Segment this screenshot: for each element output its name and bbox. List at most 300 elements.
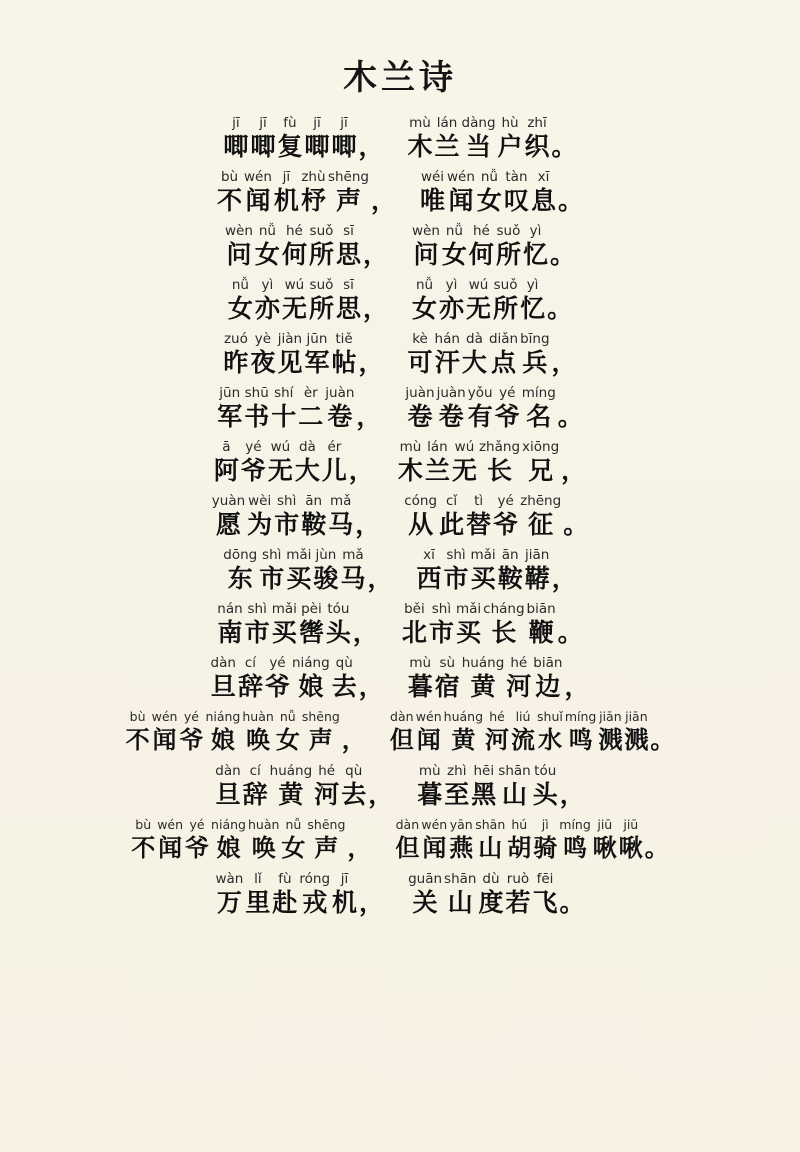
hanzi: 河 — [506, 672, 532, 701]
character-unit — [397, 439, 424, 486]
character-unit — [536, 709, 564, 756]
pinyin: jūn — [219, 385, 241, 401]
pinyin: suǒ — [309, 223, 334, 239]
punctuation: ， — [367, 564, 393, 593]
hanzi: 二 — [298, 402, 324, 431]
hanzi: 所 — [493, 294, 519, 323]
hanzi: 市 — [443, 564, 469, 593]
character-unit — [281, 223, 308, 270]
hanzi: 旦 — [215, 780, 241, 809]
character-unit — [291, 655, 331, 702]
hanzi: 点 — [491, 348, 517, 377]
character-unit — [331, 871, 358, 918]
pinyin: cí — [244, 655, 257, 671]
pinyin: wén — [151, 709, 178, 724]
character-unit — [300, 169, 327, 216]
pinyin: mù — [409, 115, 431, 131]
hanzi: 唤 — [246, 726, 271, 754]
character-unit — [503, 169, 530, 216]
character-unit — [492, 493, 519, 540]
character-unit — [241, 709, 274, 756]
pinyin: wén — [244, 169, 272, 185]
hanzi: 啾 — [592, 834, 617, 862]
hanzi: 辞 — [242, 780, 268, 809]
pinyin: wèn — [412, 223, 440, 239]
punctuation-unit — [367, 763, 394, 810]
hanzi: 卷 — [327, 402, 353, 431]
pinyin: nǚ — [258, 223, 276, 239]
poem-line — [216, 385, 584, 432]
pinyin: dàn — [215, 763, 241, 779]
character-unit — [281, 277, 308, 324]
character-unit — [436, 385, 467, 432]
hanzi: 闻 — [152, 726, 177, 754]
pinyin: sī — [343, 277, 354, 293]
character-unit — [222, 331, 249, 378]
pinyin: huàn — [247, 817, 280, 832]
hanzi: 帖 — [331, 348, 357, 377]
pinyin: jī — [259, 115, 267, 131]
poem-line — [227, 277, 573, 324]
punctuation-unit — [551, 115, 578, 162]
character-unit — [214, 763, 241, 810]
hanzi: 问 — [226, 240, 252, 269]
punctuation: ， — [362, 294, 388, 323]
pinyin: shí — [274, 385, 294, 401]
character-unit — [470, 763, 497, 810]
hanzi: 思 — [335, 240, 361, 269]
character-unit — [267, 439, 294, 486]
hanzi: 爷 — [179, 726, 204, 754]
hanzi: 娘 — [210, 726, 235, 754]
character-unit — [294, 439, 321, 486]
hanzi: 头 — [532, 780, 558, 809]
character-unit — [340, 763, 367, 810]
character-unit — [407, 655, 434, 702]
hanzi: 啾 — [618, 834, 643, 862]
hanzi: 木 — [407, 132, 433, 161]
pinyin: zhǎng — [478, 439, 521, 455]
hanzi: 市 — [259, 564, 285, 593]
punctuation-unit — [557, 385, 584, 432]
hanzi: 西 — [416, 564, 442, 593]
hanzi: 不 — [125, 726, 150, 754]
hanzi: 东 — [227, 564, 253, 593]
hanzi: 忆 — [520, 294, 546, 323]
character-unit — [434, 655, 461, 702]
pinyin: diǎn — [488, 331, 519, 347]
pinyin: zhì — [447, 763, 467, 779]
hanzi: 无 — [451, 456, 477, 485]
punctuation: 。 — [551, 132, 577, 161]
hanzi: 书 — [244, 402, 270, 431]
pinyin: fù — [278, 871, 292, 887]
hanzi: 唯 — [420, 186, 446, 215]
hanzi: 爷 — [240, 456, 266, 485]
hanzi: 闻 — [416, 726, 441, 754]
punctuation-unit — [362, 277, 389, 324]
punctuation: ， — [561, 456, 587, 485]
pinyin: jī — [340, 871, 349, 887]
hanzi: 征 — [528, 510, 554, 539]
character-unit — [434, 331, 461, 378]
pinyin: dàng — [461, 115, 496, 131]
punctuation: ， — [356, 402, 382, 431]
character-unit — [184, 817, 210, 864]
character-unit — [303, 115, 330, 162]
punctuation: ， — [370, 186, 396, 215]
pinyin: hé — [318, 763, 336, 779]
pinyin: shì — [262, 547, 282, 563]
poem-clause — [216, 601, 379, 648]
hanzi: 唧 — [223, 132, 249, 161]
punctuation: ， — [362, 240, 388, 269]
character-unit — [428, 601, 455, 648]
pinyin: jī — [313, 115, 321, 131]
pinyin: yì — [529, 223, 542, 239]
hanzi: 可 — [407, 348, 433, 377]
pinyin: shēng — [327, 169, 369, 185]
poem-clause — [407, 871, 585, 918]
character-unit — [564, 709, 598, 756]
character-unit — [522, 223, 549, 270]
character-unit — [497, 763, 531, 810]
punctuation: 。 — [644, 834, 669, 862]
pinyin: sī — [343, 223, 354, 239]
pinyin: jì — [541, 817, 549, 832]
hanzi: 山 — [447, 888, 473, 917]
character-unit — [497, 547, 524, 594]
character-unit — [618, 817, 644, 864]
poem-line — [216, 169, 584, 216]
pinyin: dà — [298, 439, 316, 455]
pinyin: mù — [399, 439, 422, 455]
hanzi: 无 — [267, 456, 293, 485]
character-unit — [477, 871, 504, 918]
pinyin: yì — [261, 277, 274, 293]
hanzi: 叹 — [503, 186, 529, 215]
pinyin: jiàn — [277, 331, 303, 347]
hanzi: 爷 — [185, 834, 210, 862]
character-unit — [216, 385, 243, 432]
hanzi: 市 — [244, 618, 270, 647]
hanzi: 唤 — [251, 834, 276, 862]
pinyin: mǎ — [342, 547, 364, 563]
character-unit — [243, 169, 273, 216]
character-unit — [446, 169, 476, 216]
pinyin: jiān — [525, 547, 550, 563]
hanzi: 戎 — [302, 888, 328, 917]
punctuation-unit — [346, 817, 372, 864]
hanzi: 暮 — [407, 672, 433, 701]
pinyin: bīng — [520, 331, 550, 347]
character-unit — [465, 277, 492, 324]
hanzi: 声 — [308, 726, 333, 754]
hanzi: 十 — [271, 402, 297, 431]
hanzi: 亦 — [439, 294, 465, 323]
hanzi: 女 — [476, 186, 502, 215]
pinyin: wèn — [225, 223, 253, 239]
punctuation-unit — [557, 601, 584, 648]
character-unit — [461, 115, 497, 162]
hanzi: 有 — [467, 402, 493, 431]
pinyin: jī — [232, 115, 240, 131]
character-unit — [312, 547, 339, 594]
character-unit — [526, 601, 557, 648]
character-unit — [482, 601, 525, 648]
character-unit — [321, 439, 348, 486]
character-unit — [474, 817, 506, 864]
pinyin: suǒ — [309, 277, 334, 293]
pinyin: shān — [498, 763, 531, 779]
character-unit — [484, 709, 510, 756]
hanzi: 唧 — [331, 132, 357, 161]
pinyin: shū — [244, 385, 269, 401]
character-unit — [331, 655, 358, 702]
character-unit — [210, 817, 247, 864]
pinyin: shì — [247, 601, 267, 617]
hanzi: 织 — [524, 132, 550, 161]
pinyin: hé — [510, 655, 528, 671]
punctuation-unit — [551, 331, 578, 378]
poem-line — [222, 115, 577, 162]
character-unit — [130, 817, 156, 864]
pinyin: ér — [327, 439, 342, 455]
character-unit — [178, 709, 204, 756]
hanzi: 所 — [308, 294, 334, 323]
pinyin: zuó — [223, 331, 248, 347]
pinyin: mǎi — [455, 601, 482, 617]
punctuation-unit — [644, 817, 670, 864]
pinyin: shuǐ — [537, 709, 563, 724]
character-unit — [530, 169, 557, 216]
hanzi: 不 — [131, 834, 156, 862]
character-unit — [258, 547, 285, 594]
poem-clause — [404, 385, 583, 432]
hanzi: 黄 — [278, 780, 304, 809]
hanzi: 飞 — [532, 888, 558, 917]
hanzi: 无 — [281, 294, 307, 323]
poem-clause — [403, 493, 589, 540]
pinyin: nǚ — [279, 709, 296, 724]
hanzi: 儿 — [321, 456, 347, 485]
hanzi: 买 — [456, 618, 482, 647]
pinyin: wèi — [248, 493, 272, 509]
character-unit — [461, 655, 506, 702]
hanzi: 溅 — [598, 726, 623, 754]
character-unit — [415, 709, 443, 756]
character-unit — [273, 169, 300, 216]
character-unit — [443, 871, 477, 918]
poem-line — [214, 871, 585, 918]
character-unit — [269, 763, 314, 810]
hanzi: 骑 — [533, 834, 558, 862]
hanzi: 暮 — [417, 780, 443, 809]
hanzi: 南 — [217, 618, 243, 647]
punctuation: ， — [358, 348, 384, 377]
punctuation-unit — [559, 871, 586, 918]
hanzi: 唧 — [304, 132, 330, 161]
hanzi: 昨 — [223, 348, 249, 377]
punctuation-unit — [352, 601, 379, 648]
pinyin: huáng — [269, 763, 313, 779]
character-unit — [441, 223, 468, 270]
character-unit — [592, 817, 618, 864]
pinyin: lán — [436, 115, 458, 131]
character-unit — [434, 115, 461, 162]
character-unit — [249, 331, 276, 378]
hanzi: 户 — [497, 132, 523, 161]
pinyin: hé — [472, 223, 490, 239]
pinyin: míng — [521, 385, 556, 401]
pinyin: cí — [249, 763, 261, 779]
character-unit — [156, 817, 184, 864]
character-unit — [335, 223, 362, 270]
pinyin: juàn — [405, 385, 435, 401]
hanzi: 声 — [314, 834, 339, 862]
pinyin: ān — [501, 547, 519, 563]
hanzi: 买 — [271, 618, 297, 647]
pinyin: míng — [564, 709, 597, 724]
character-unit — [303, 331, 330, 378]
character-unit — [306, 817, 346, 864]
pinyin: juàn — [436, 385, 466, 401]
character-unit — [505, 655, 532, 702]
character-unit — [401, 601, 428, 648]
punctuation: ， — [358, 132, 384, 161]
hanzi: 度 — [478, 888, 504, 917]
hanzi: 买 — [286, 564, 312, 593]
pinyin: yè — [254, 331, 272, 347]
character-unit — [455, 601, 482, 648]
pinyin: huáng — [443, 709, 484, 724]
hanzi: 声 — [335, 186, 361, 215]
punctuation: 。 — [557, 186, 583, 215]
character-unit — [280, 817, 306, 864]
pinyin: wén — [447, 169, 475, 185]
pinyin: guān — [408, 871, 443, 887]
hanzi: 亦 — [254, 294, 280, 323]
hanzi: 赴 — [272, 888, 298, 917]
poem-clause — [411, 277, 573, 324]
hanzi: 鞍 — [497, 564, 523, 593]
pinyin: jiū — [597, 817, 613, 832]
hanzi: 汗 — [434, 348, 460, 377]
pinyin: yé — [245, 439, 262, 455]
character-unit — [438, 493, 465, 540]
poem-line — [210, 655, 591, 702]
pinyin: yān — [449, 817, 473, 832]
poem-clause — [415, 547, 577, 594]
character-unit — [211, 493, 246, 540]
pinyin: suǒ — [493, 277, 518, 293]
punctuation: ， — [341, 726, 366, 754]
pinyin: niáng — [205, 709, 241, 724]
character-unit — [411, 277, 438, 324]
pinyin: biān — [533, 655, 563, 671]
hanzi: 无 — [466, 294, 492, 323]
punctuation: ， — [355, 510, 381, 539]
hanzi: 黄 — [470, 672, 496, 701]
hanzi: 女 — [254, 240, 280, 269]
character-unit — [249, 115, 276, 162]
character-unit — [330, 331, 357, 378]
poem-clause — [213, 439, 375, 486]
hanzi: 女 — [412, 294, 438, 323]
pinyin: yé — [497, 493, 514, 509]
hanzi: 马 — [328, 510, 354, 539]
hanzi: 闻 — [158, 834, 183, 862]
hanzi: 为 — [247, 510, 273, 539]
pinyin: wén — [157, 817, 184, 832]
hanzi: 问 — [413, 240, 439, 269]
hanzi: 马 — [340, 564, 366, 593]
character-unit — [246, 493, 273, 540]
character-unit — [271, 601, 298, 648]
hanzi: 去 — [331, 672, 357, 701]
character-unit — [416, 763, 443, 810]
punctuation-unit — [560, 439, 587, 486]
hanzi: 闻 — [245, 186, 271, 215]
pinyin: niáng — [211, 817, 246, 832]
character-unit — [465, 493, 492, 540]
punctuation-unit — [358, 331, 385, 378]
hanzi: 女 — [275, 726, 300, 754]
pinyin: shēng — [307, 817, 346, 832]
pinyin: hù — [501, 115, 519, 131]
poem-clause — [419, 169, 584, 216]
pinyin: yì — [526, 277, 539, 293]
poem-clause — [401, 601, 584, 648]
character-unit — [597, 709, 623, 756]
punctuation: ， — [559, 780, 585, 809]
character-unit — [424, 439, 451, 486]
poem-line — [211, 493, 589, 540]
punctuation-unit — [562, 493, 589, 540]
pinyin: nǚ — [445, 223, 463, 239]
poem-clause — [125, 709, 367, 756]
poem-clause — [397, 439, 587, 486]
poem-line — [130, 817, 670, 864]
hanzi: 替 — [466, 510, 492, 539]
hanzi: 爷 — [493, 510, 519, 539]
pinyin: wú — [468, 277, 489, 293]
hanzi: 唧 — [250, 132, 276, 161]
poem-clause — [389, 709, 676, 756]
hanzi: 但 — [395, 834, 420, 862]
character-unit — [451, 439, 478, 486]
character-unit — [313, 763, 340, 810]
pinyin: ruò — [506, 871, 530, 887]
character-unit — [521, 385, 557, 432]
pinyin: xī — [537, 169, 550, 185]
hanzi: 爷 — [494, 402, 520, 431]
poem-line — [222, 547, 577, 594]
hanzi: 头 — [325, 618, 351, 647]
character-unit — [468, 223, 495, 270]
poem-body — [30, 115, 770, 925]
punctuation: ， — [551, 564, 577, 593]
pinyin: nǚ — [415, 277, 434, 293]
character-unit — [497, 115, 524, 162]
hanzi: 名 — [526, 402, 552, 431]
character-unit — [420, 817, 448, 864]
poem-clause — [411, 223, 576, 270]
character-unit — [330, 115, 357, 162]
hanzi: 鞍 — [301, 510, 327, 539]
character-unit — [389, 709, 415, 756]
poem-clause — [222, 115, 384, 162]
